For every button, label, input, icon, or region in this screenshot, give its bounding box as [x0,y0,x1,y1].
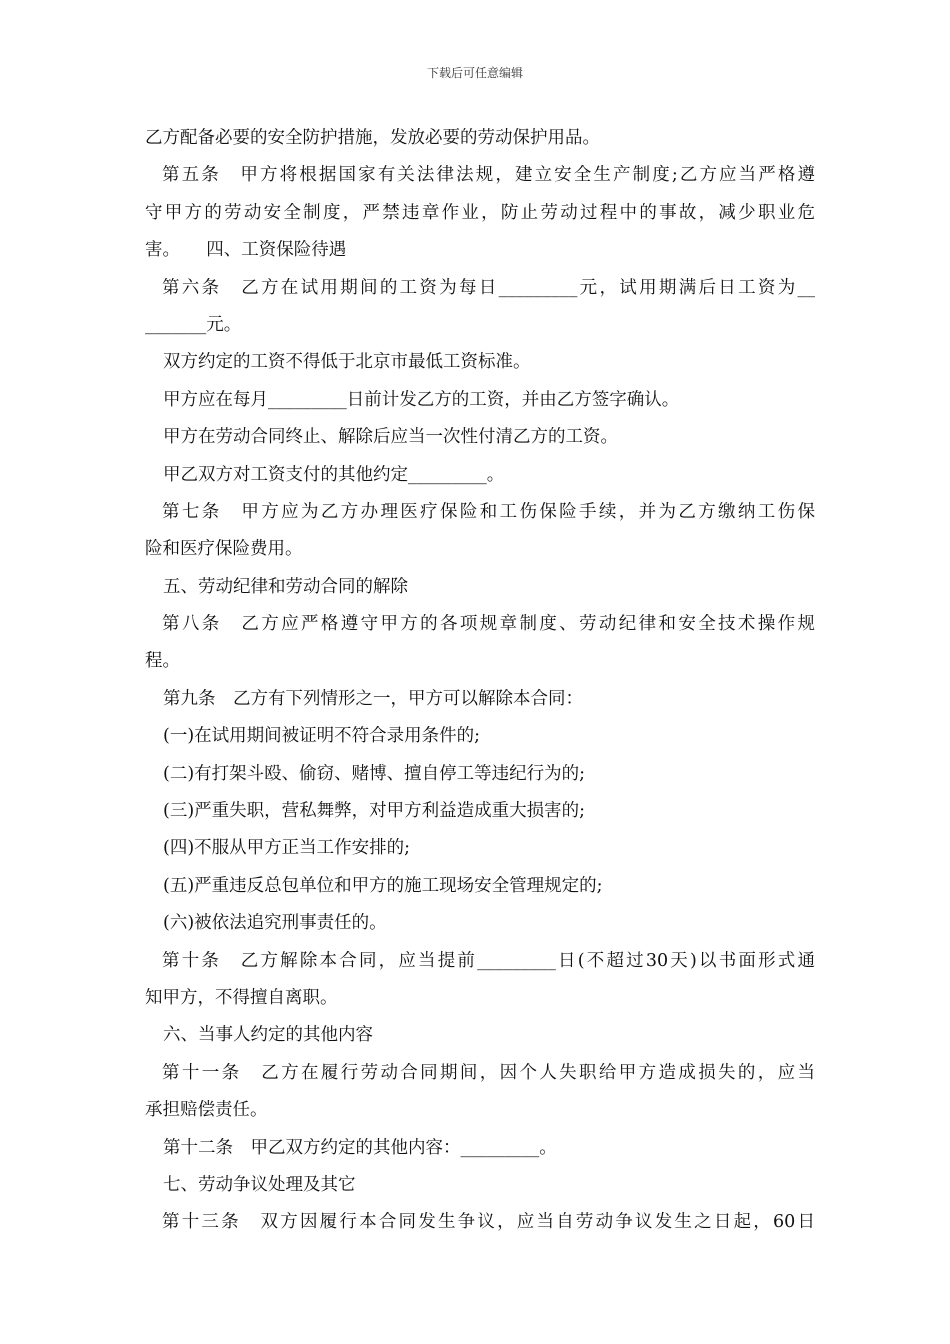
list-item: (四)不服从甲方正当工作安排的; [163,838,411,859]
list-item: (六)被依法追究刑事责任的。 [163,913,387,934]
paragraph-line: 第十一条 乙方在履行劳动合同期间，因个人失职给甲方造成损失的，应当 [162,1062,815,1083]
paragraph-line: 知甲方，不得擅自离职。 [145,987,338,1008]
section-heading: 七、劳动争议处理及其它 [163,1174,356,1195]
list-item: (二)有打架斗殴、偷窃、赌博、擅自停工等违纪行为的; [163,763,586,784]
paragraph-line: 守甲方的劳动安全制度，严禁违章作业，防止劳动过程中的事故，减少职业危 [145,202,815,223]
paragraph-line: 第十条 乙方解除本合同，应当提前_________日(不超过30天)以书面形式通 [162,950,815,971]
list-item: (五)严重违反总包单位和甲方的施工现场安全管理规定的; [163,875,603,896]
page-header: 下载后可任意编辑 [426,66,523,80]
paragraph-line: 害。 四、工资保险待遇 [145,240,347,261]
paragraph-line: 第七条 甲方应为乙方办理医疗保险和工伤保险手续，并为乙方缴纳工伤保 [162,501,815,522]
paragraph-line: 第十三条 双方因履行本合同发生争议，应当自劳动争议发生之日起，60日 [162,1212,815,1233]
paragraph-line: 程。 [145,651,180,672]
paragraph-line: 第八条 乙方应严格遵守甲方的各项规章制度、劳动纪律和安全技术操作规 [162,614,815,635]
paragraph-line: _______元。 [145,314,242,335]
paragraph-line: 双方约定的工资不得低于北京市最低工资标准。 [163,352,531,373]
document-body [145,120,815,1242]
paragraph-line: 承担赔偿责任。 [145,1100,268,1121]
paragraph-line: 甲方应在每月_________日前计发乙方的工资，并由乙方签字确认。 [163,389,680,410]
paragraph-line: 第十二条 甲乙双方约定的其他内容：_________。 [163,1137,557,1158]
paragraph-line: 第五条 甲方将根据国家有关法律法规，建立安全生产制度;乙方应当严格遵 [162,165,815,186]
paragraph-line: 险和医疗保险费用。 [145,539,303,560]
paragraph-line: 甲乙双方对工资支付的其他约定_________。 [163,464,505,485]
paragraph-line: 第九条 乙方有下列情形之一，甲方可以解除本合同： [163,688,583,709]
list-item: (三)严重失职，营私舞弊，对甲方利益造成重大损害的; [163,801,586,822]
section-heading: 六、当事人约定的其他内容 [163,1025,373,1046]
paragraph-line: 甲方在劳动合同终止、解除后应当一次性付清乙方的工资。 [163,427,618,448]
paragraph-line: 第六条 乙方在试用期间的工资为每日_________元，试用期满后日工资为__ [162,277,815,298]
paragraph-line: 乙方配备必要的安全防护措施，发放必要的劳动保护用品。 [145,128,600,148]
list-item: (一)在试用期间被证明不符合录用条件的; [163,726,481,747]
section-heading: 五、劳动纪律和劳动合同的解除 [163,576,408,597]
